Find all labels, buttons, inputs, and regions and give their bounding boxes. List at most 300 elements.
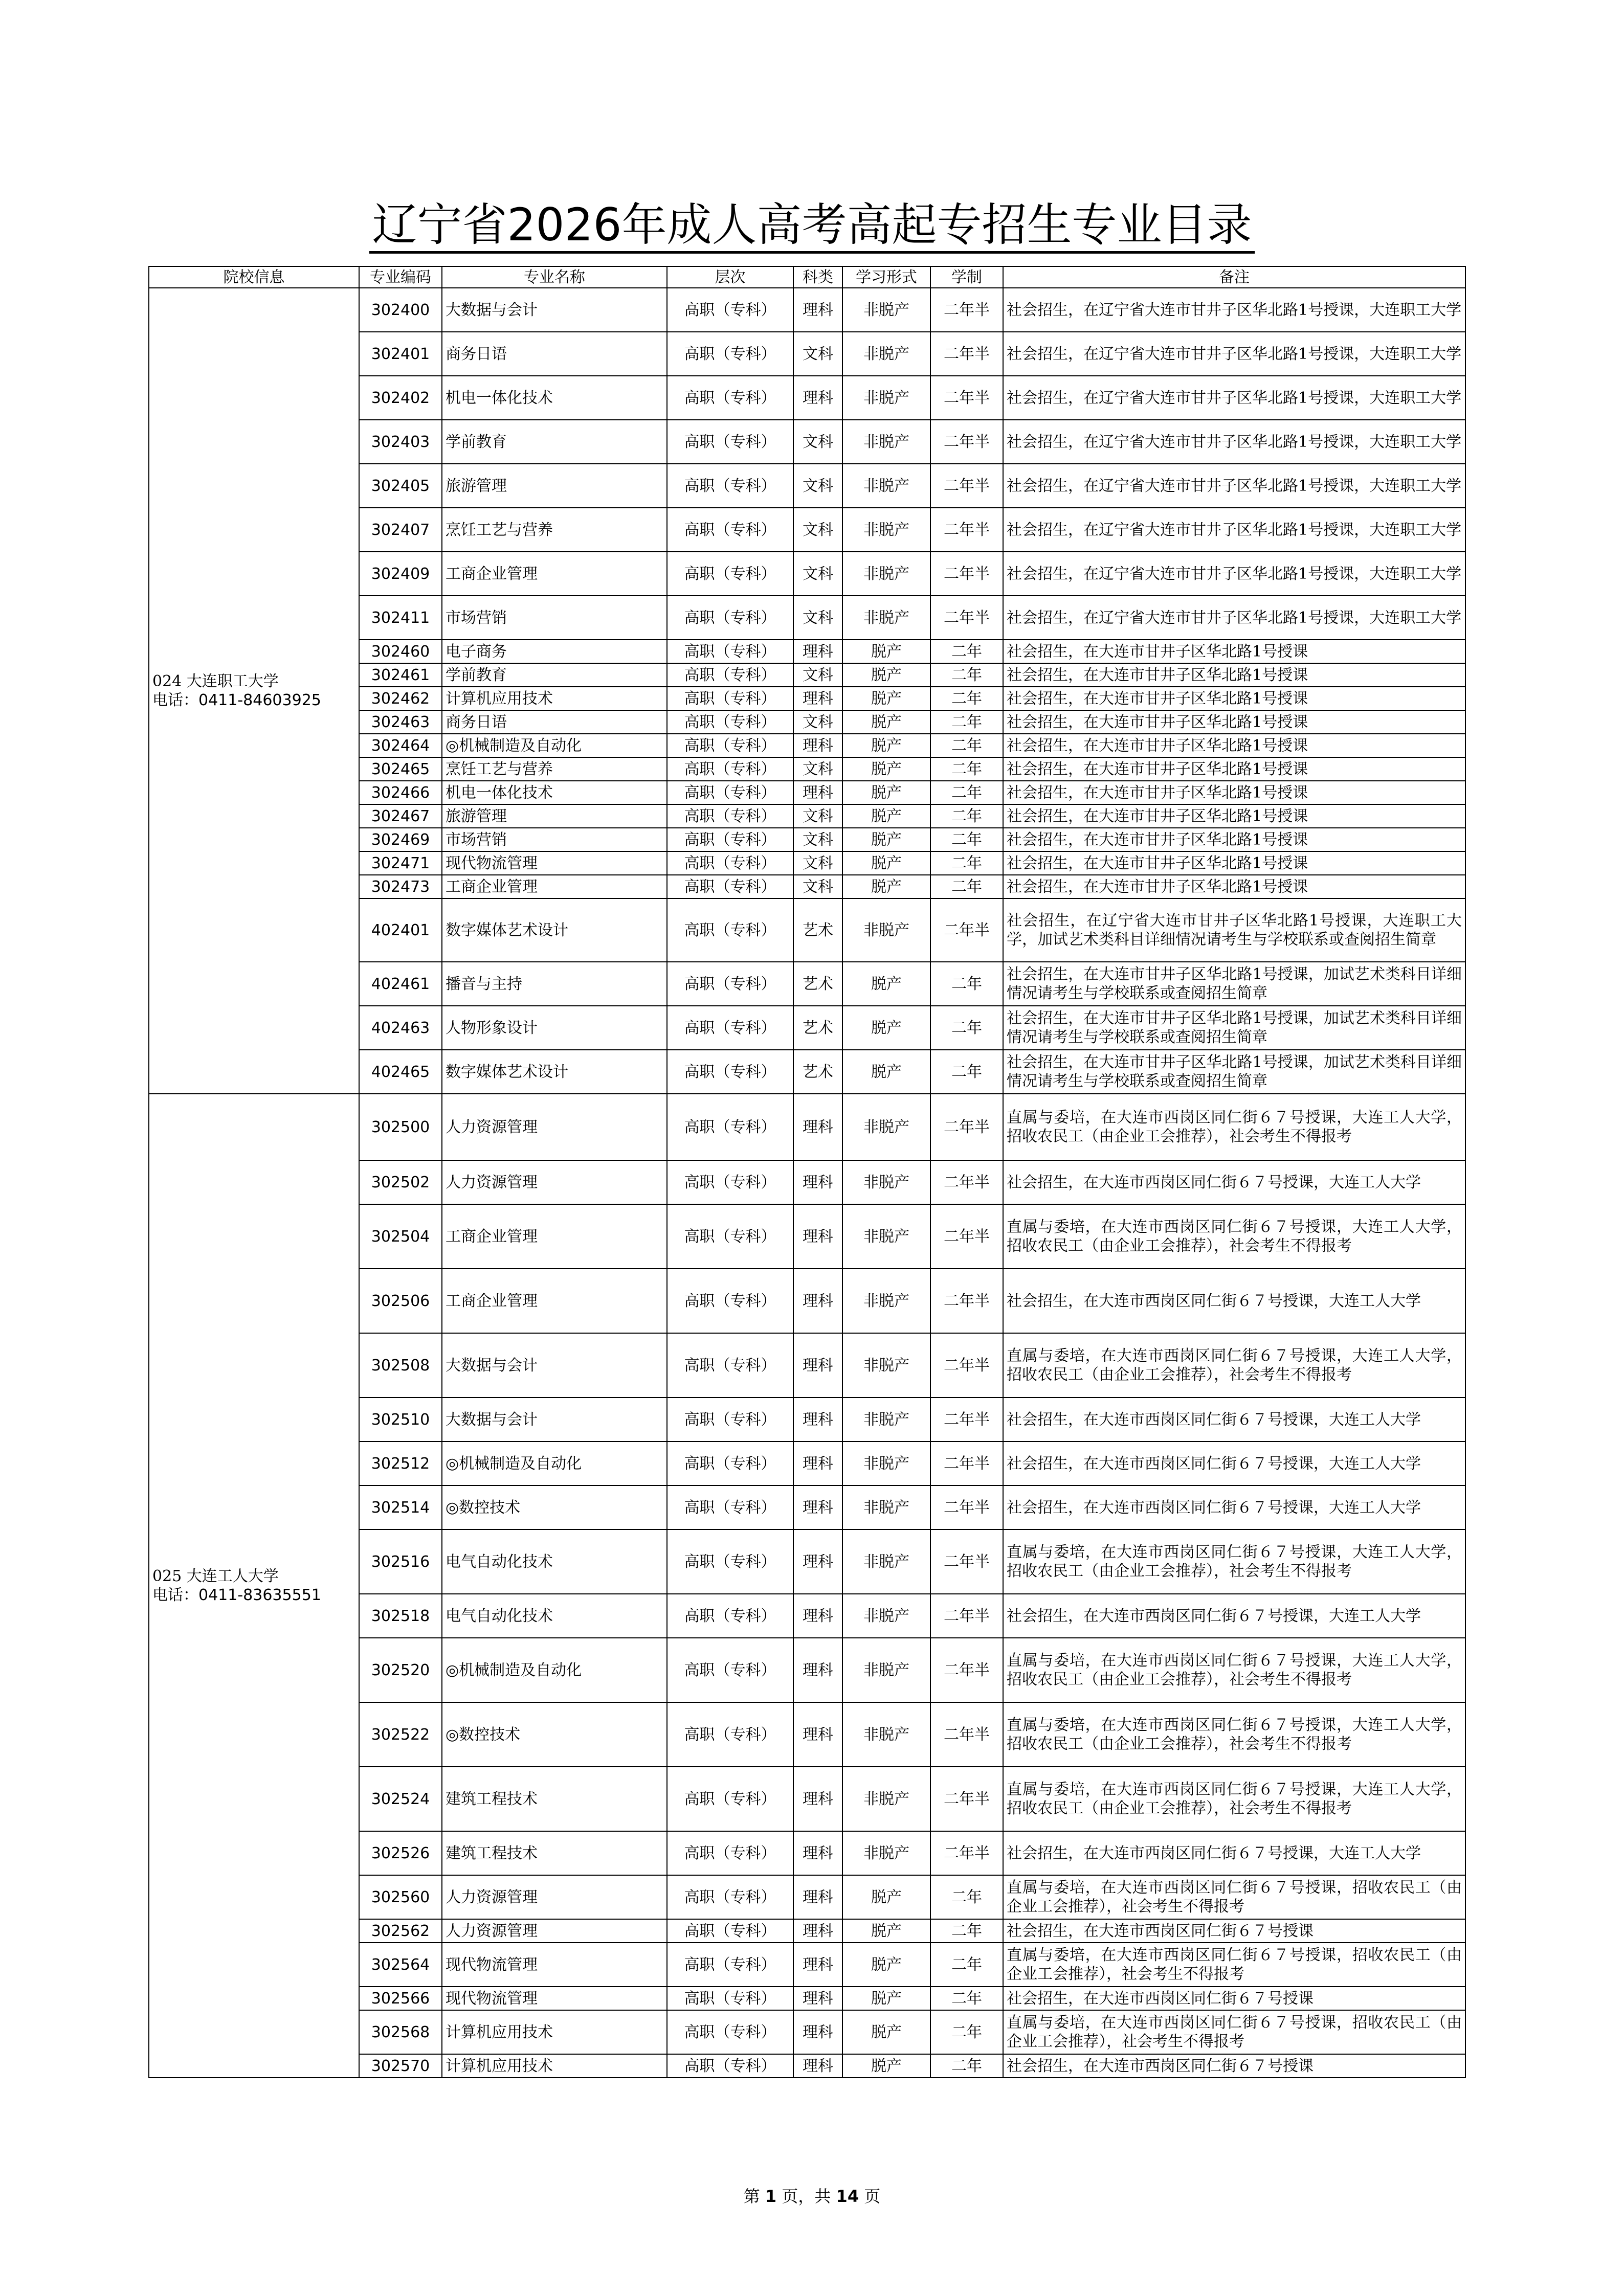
level-cell: 高职（专科） bbox=[667, 1529, 793, 1594]
major-name-cell: 工商企业管理 bbox=[442, 1269, 667, 1333]
major-name-cell: 旅游管理 bbox=[442, 464, 667, 508]
major-code-cell: 302520 bbox=[359, 1638, 442, 1702]
study-mode-cell: 非脱产 bbox=[842, 1204, 930, 1269]
category-cell: 理科 bbox=[793, 734, 842, 757]
study-mode-cell: 非脱产 bbox=[842, 898, 930, 962]
study-mode-cell: 非脱产 bbox=[842, 1702, 930, 1767]
study-mode-cell: 脱产 bbox=[842, 1919, 930, 1943]
major-code-cell: 302405 bbox=[359, 464, 442, 508]
major-code-cell: 302500 bbox=[359, 1094, 442, 1160]
category-cell: 文科 bbox=[793, 464, 842, 508]
remarks-cell: 社会招生，在大连市西岗区同仁街６７号授课，大连工人大学 bbox=[1003, 1831, 1465, 1875]
remarks-cell: 社会招生，在大连市西岗区同仁街６７号授课，大连工人大学 bbox=[1003, 1485, 1465, 1529]
major-name-cell: 机电一体化技术 bbox=[442, 781, 667, 804]
duration-cell: 二年半 bbox=[930, 898, 1003, 962]
table-row bbox=[149, 1094, 1465, 1160]
category-cell: 艺术 bbox=[793, 1050, 842, 1094]
study-mode-cell: 脱产 bbox=[842, 851, 930, 875]
study-mode-cell: 脱产 bbox=[842, 828, 930, 851]
level-cell: 高职（专科） bbox=[667, 804, 793, 828]
school-phone: 电话：0411-84603925 bbox=[152, 691, 321, 709]
major-code-cell: 302502 bbox=[359, 1160, 442, 1204]
category-cell: 艺术 bbox=[793, 1006, 842, 1050]
study-mode-cell: 脱产 bbox=[842, 710, 930, 734]
remarks-cell: 直属与委培，在大连市西岗区同仁街６７号授课，大连工人大学，招收农民工（由企业工会推荐），社会考生不得报考 bbox=[1003, 1638, 1465, 1702]
category-cell: 文科 bbox=[793, 596, 842, 640]
header-category: 科类 bbox=[793, 266, 842, 288]
level-cell: 高职（专科） bbox=[667, 898, 793, 962]
duration-cell: 二年半 bbox=[930, 464, 1003, 508]
remarks-cell: 社会招生，在辽宁省大连市甘井子区华北路1号授课，大连职工大学 bbox=[1003, 508, 1465, 552]
category-cell: 理科 bbox=[793, 1594, 842, 1638]
level-cell: 高职（专科） bbox=[667, 1333, 793, 1398]
level-cell: 高职（专科） bbox=[667, 757, 793, 781]
category-cell: 理科 bbox=[793, 1943, 842, 1987]
major-name-cell: 市场营销 bbox=[442, 828, 667, 851]
remarks-cell: 社会招生，在大连市西岗区同仁街６７号授课 bbox=[1003, 1987, 1465, 2010]
category-cell: 理科 bbox=[793, 1702, 842, 1767]
study-mode-cell: 非脱产 bbox=[842, 1442, 930, 1485]
major-code-cell: 302409 bbox=[359, 552, 442, 596]
remarks-cell: 社会招生，在辽宁省大连市甘井子区华北路1号授课，大连职工大学 bbox=[1003, 596, 1465, 640]
duration-cell: 二年半 bbox=[930, 1442, 1003, 1485]
major-name-cell: 大数据与会计 bbox=[442, 1398, 667, 1442]
study-mode-cell: 非脱产 bbox=[842, 464, 930, 508]
duration-cell: 二年半 bbox=[930, 552, 1003, 596]
category-cell: 理科 bbox=[793, 288, 842, 332]
study-mode-cell: 非脱产 bbox=[842, 1594, 930, 1638]
study-mode-cell: 非脱产 bbox=[842, 1160, 930, 1204]
level-cell: 高职（专科） bbox=[667, 1269, 793, 1333]
level-cell: 高职（专科） bbox=[667, 710, 793, 734]
study-mode-cell: 非脱产 bbox=[842, 288, 930, 332]
study-mode-cell: 脱产 bbox=[842, 663, 930, 687]
major-code-cell: 302400 bbox=[359, 288, 442, 332]
remarks-cell: 社会招生，在大连市甘井子区华北路1号授课 bbox=[1003, 828, 1465, 851]
category-cell: 理科 bbox=[793, 2010, 842, 2054]
duration-cell: 二年 bbox=[930, 687, 1003, 710]
major-name-cell: 建筑工程技术 bbox=[442, 1767, 667, 1831]
major-code-cell: 302526 bbox=[359, 1831, 442, 1875]
major-code-cell: 302560 bbox=[359, 1875, 442, 1919]
major-code-cell: 302473 bbox=[359, 875, 442, 898]
school-info-cell bbox=[149, 288, 359, 1094]
category-cell: 理科 bbox=[793, 1269, 842, 1333]
major-code-cell: 302463 bbox=[359, 710, 442, 734]
major-code-cell: 302403 bbox=[359, 420, 442, 464]
level-cell: 高职（专科） bbox=[667, 640, 793, 663]
duration-cell: 二年 bbox=[930, 663, 1003, 687]
remarks-cell: 直属与委培，在大连市西岗区同仁街６７号授课，大连工人大学，招收农民工（由企业工会推荐），社会考生不得报考 bbox=[1003, 1702, 1465, 1767]
major-code-cell: 302508 bbox=[359, 1333, 442, 1398]
major-code-cell: 302570 bbox=[359, 2054, 442, 2078]
duration-cell: 二年 bbox=[930, 710, 1003, 734]
level-cell: 高职（专科） bbox=[667, 1987, 793, 2010]
study-mode-cell: 脱产 bbox=[842, 1006, 930, 1050]
major-code-cell: 302522 bbox=[359, 1702, 442, 1767]
level-cell: 高职（专科） bbox=[667, 552, 793, 596]
major-name-cell: 学前教育 bbox=[442, 420, 667, 464]
remarks-cell: 社会招生，在大连市甘井子区华北路1号授课 bbox=[1003, 851, 1465, 875]
category-cell: 文科 bbox=[793, 828, 842, 851]
category-cell: 理科 bbox=[793, 640, 842, 663]
major-name-cell: 播音与主持 bbox=[442, 962, 667, 1006]
level-cell: 高职（专科） bbox=[667, 1943, 793, 1987]
footer-mid: 页，共 bbox=[782, 2187, 831, 2206]
remarks-cell: 直属与委培，在大连市西岗区同仁街６７号授课，招收农民工（由企业工会推荐），社会考生不得报考 bbox=[1003, 2010, 1465, 2054]
major-name-cell: 工商企业管理 bbox=[442, 875, 667, 898]
school-name: 025 大连工人大学 bbox=[152, 1567, 279, 1585]
major-name-cell: 人力资源管理 bbox=[442, 1919, 667, 1943]
level-cell: 高职（专科） bbox=[667, 1702, 793, 1767]
document-title bbox=[0, 197, 1624, 253]
major-name-cell: 计算机应用技术 bbox=[442, 2010, 667, 2054]
duration-cell: 二年半 bbox=[930, 1767, 1003, 1831]
header-major-name: 专业名称 bbox=[442, 266, 667, 288]
remarks-cell: 社会招生，在大连市甘井子区华北路1号授课 bbox=[1003, 875, 1465, 898]
remarks-cell: 社会招生，在大连市甘井子区华北路1号授课 bbox=[1003, 781, 1465, 804]
major-name-cell: 商务日语 bbox=[442, 332, 667, 376]
duration-cell: 二年半 bbox=[930, 1831, 1003, 1875]
category-cell: 理科 bbox=[793, 1919, 842, 1943]
category-cell: 理科 bbox=[793, 2054, 842, 2078]
major-code-cell: 302514 bbox=[359, 1485, 442, 1529]
study-mode-cell: 非脱产 bbox=[842, 1094, 930, 1160]
study-mode-cell: 非脱产 bbox=[842, 332, 930, 376]
duration-cell: 二年半 bbox=[930, 1160, 1003, 1204]
duration-cell: 二年半 bbox=[930, 1702, 1003, 1767]
remarks-cell: 社会招生，在辽宁省大连市甘井子区华北路1号授课，大连职工大学 bbox=[1003, 376, 1465, 420]
footer-page-number: 1 bbox=[765, 2187, 777, 2206]
major-code-cell: 302465 bbox=[359, 757, 442, 781]
study-mode-cell: 脱产 bbox=[842, 640, 930, 663]
major-name-cell: 建筑工程技术 bbox=[442, 1831, 667, 1875]
major-name-cell: 学前教育 bbox=[442, 663, 667, 687]
remarks-cell: 社会招生，在大连市西岗区同仁街６７号授课，大连工人大学 bbox=[1003, 1269, 1465, 1333]
catalog-body bbox=[149, 288, 1465, 2078]
study-mode-cell: 脱产 bbox=[842, 2010, 930, 2054]
category-cell: 文科 bbox=[793, 420, 842, 464]
study-mode-cell: 脱产 bbox=[842, 687, 930, 710]
level-cell: 高职（专科） bbox=[667, 663, 793, 687]
level-cell: 高职（专科） bbox=[667, 288, 793, 332]
level-cell: 高职（专科） bbox=[667, 687, 793, 710]
study-mode-cell: 非脱产 bbox=[842, 1767, 930, 1831]
level-cell: 高职（专科） bbox=[667, 734, 793, 757]
major-name-cell: 现代物流管理 bbox=[442, 1943, 667, 1987]
header-row bbox=[149, 266, 1465, 288]
level-cell: 高职（专科） bbox=[667, 1485, 793, 1529]
level-cell: 高职（专科） bbox=[667, 420, 793, 464]
duration-cell: 二年半 bbox=[930, 420, 1003, 464]
remarks-cell: 社会招生，在大连市甘井子区华北路1号授课 bbox=[1003, 663, 1465, 687]
header-remarks: 备注 bbox=[1003, 266, 1465, 288]
study-mode-cell: 脱产 bbox=[842, 875, 930, 898]
major-name-cell: 旅游管理 bbox=[442, 804, 667, 828]
header-duration: 学制 bbox=[930, 266, 1003, 288]
remarks-cell: 社会招生，在大连市甘井子区华北路1号授课 bbox=[1003, 804, 1465, 828]
category-cell: 艺术 bbox=[793, 962, 842, 1006]
level-cell: 高职（专科） bbox=[667, 1831, 793, 1875]
footer-total-pages: 14 bbox=[836, 2187, 859, 2206]
remarks-cell: 社会招生，在大连市西岗区同仁街６７号授课，大连工人大学 bbox=[1003, 1594, 1465, 1638]
remarks-cell: 社会招生，在辽宁省大连市甘井子区华北路1号授课，大连职工大学 bbox=[1003, 420, 1465, 464]
category-cell: 理科 bbox=[793, 781, 842, 804]
duration-cell: 二年 bbox=[930, 2054, 1003, 2078]
major-code-cell: 302471 bbox=[359, 851, 442, 875]
major-code-cell: 302512 bbox=[359, 1442, 442, 1485]
level-cell: 高职（专科） bbox=[667, 1160, 793, 1204]
category-cell: 理科 bbox=[793, 1204, 842, 1269]
major-code-cell: 302466 bbox=[359, 781, 442, 804]
duration-cell: 二年 bbox=[930, 781, 1003, 804]
category-cell: 文科 bbox=[793, 710, 842, 734]
remarks-cell: 社会招生，在大连市西岗区同仁街６７号授课，大连工人大学 bbox=[1003, 1442, 1465, 1485]
level-cell: 高职（专科） bbox=[667, 962, 793, 1006]
remarks-cell: 社会招生，在大连市甘井子区华北路1号授课，加试艺术类科目详细情况请考生与学校联系或查阅招生简章 bbox=[1003, 1006, 1465, 1050]
level-cell: 高职（专科） bbox=[667, 464, 793, 508]
table-row bbox=[149, 288, 1465, 332]
duration-cell: 二年 bbox=[930, 1050, 1003, 1094]
category-cell: 理科 bbox=[793, 1767, 842, 1831]
level-cell: 高职（专科） bbox=[667, 376, 793, 420]
school-phone: 电话：0411-83635551 bbox=[152, 1586, 321, 1604]
duration-cell: 二年半 bbox=[930, 1529, 1003, 1594]
level-cell: 高职（专科） bbox=[667, 1204, 793, 1269]
remarks-cell: 社会招生，在辽宁省大连市甘井子区华北路1号授课，大连职工大学 bbox=[1003, 464, 1465, 508]
study-mode-cell: 非脱产 bbox=[842, 1831, 930, 1875]
category-cell: 理科 bbox=[793, 1094, 842, 1160]
category-cell: 文科 bbox=[793, 552, 842, 596]
major-name-cell: 人力资源管理 bbox=[442, 1875, 667, 1919]
category-cell: 理科 bbox=[793, 1333, 842, 1398]
major-name-cell: 计算机应用技术 bbox=[442, 687, 667, 710]
major-code-cell: 302460 bbox=[359, 640, 442, 663]
duration-cell: 二年 bbox=[930, 851, 1003, 875]
major-name-cell: ◎机械制造及自动化 bbox=[442, 1638, 667, 1702]
remarks-cell: 社会招生，在大连市甘井子区华北路1号授课 bbox=[1003, 687, 1465, 710]
remarks-cell: 社会招生，在大连市西岗区同仁街６７号授课 bbox=[1003, 1919, 1465, 1943]
major-name-cell: 烹饪工艺与营养 bbox=[442, 757, 667, 781]
major-code-cell: 302566 bbox=[359, 1987, 442, 2010]
major-name-cell: ◎机械制造及自动化 bbox=[442, 1442, 667, 1485]
remarks-cell: 直属与委培，在大连市西岗区同仁街６７号授课，大连工人大学，招收农民工（由企业工会推荐），社会考生不得报考 bbox=[1003, 1094, 1465, 1160]
duration-cell: 二年 bbox=[930, 757, 1003, 781]
major-code-cell: 302562 bbox=[359, 1919, 442, 1943]
study-mode-cell: 脱产 bbox=[842, 1875, 930, 1919]
category-cell: 理科 bbox=[793, 1875, 842, 1919]
level-cell: 高职（专科） bbox=[667, 1638, 793, 1702]
remarks-cell: 社会招生，在大连市甘井子区华北路1号授课，加试艺术类科目详细情况请考生与学校联系或查阅招生简章 bbox=[1003, 962, 1465, 1006]
major-name-cell: 现代物流管理 bbox=[442, 851, 667, 875]
enrollment-catalog-table bbox=[148, 266, 1466, 2078]
major-name-cell: 电子商务 bbox=[442, 640, 667, 663]
major-name-cell: 人力资源管理 bbox=[442, 1160, 667, 1204]
remarks-cell: 社会招生，在大连市西岗区同仁街６７号授课，大连工人大学 bbox=[1003, 1160, 1465, 1204]
remarks-cell: 直属与委培，在大连市西岗区同仁街６７号授课，大连工人大学，招收农民工（由企业工会推荐），社会考生不得报考 bbox=[1003, 1529, 1465, 1594]
duration-cell: 二年 bbox=[930, 962, 1003, 1006]
remarks-cell: 社会招生，在大连市甘井子区华北路1号授课，加试艺术类科目详细情况请考生与学校联系或查阅招生简章 bbox=[1003, 1050, 1465, 1094]
major-code-cell: 402401 bbox=[359, 898, 442, 962]
category-cell: 文科 bbox=[793, 757, 842, 781]
category-cell: 文科 bbox=[793, 851, 842, 875]
footer-prefix: 第 bbox=[743, 2187, 760, 2206]
remarks-cell: 直属与委培，在大连市西岗区同仁街６７号授课，大连工人大学，招收农民工（由企业工会推荐），社会考生不得报考 bbox=[1003, 1767, 1465, 1831]
category-cell: 艺术 bbox=[793, 898, 842, 962]
duration-cell: 二年半 bbox=[930, 596, 1003, 640]
major-code-cell: 302524 bbox=[359, 1767, 442, 1831]
duration-cell: 二年半 bbox=[930, 508, 1003, 552]
study-mode-cell: 脱产 bbox=[842, 734, 930, 757]
study-mode-cell: 非脱产 bbox=[842, 1269, 930, 1333]
study-mode-cell: 脱产 bbox=[842, 1943, 930, 1987]
duration-cell: 二年 bbox=[930, 640, 1003, 663]
major-code-cell: 402461 bbox=[359, 962, 442, 1006]
major-name-cell: ◎机械制造及自动化 bbox=[442, 734, 667, 757]
remarks-cell: 社会招生，在辽宁省大连市甘井子区华北路1号授课，大连职工大学 bbox=[1003, 288, 1465, 332]
page-footer bbox=[0, 2184, 1624, 2207]
remarks-cell: 社会招生，在大连市甘井子区华北路1号授课 bbox=[1003, 710, 1465, 734]
study-mode-cell: 非脱产 bbox=[842, 552, 930, 596]
level-cell: 高职（专科） bbox=[667, 2010, 793, 2054]
category-cell: 理科 bbox=[793, 1160, 842, 1204]
category-cell: 文科 bbox=[793, 875, 842, 898]
study-mode-cell: 非脱产 bbox=[842, 1398, 930, 1442]
title-text: 辽宁省2026年成人高考高起专招生专业目录 bbox=[369, 198, 1255, 254]
remarks-cell: 社会招生，在辽宁省大连市甘井子区华北路1号授课，大连职工大学 bbox=[1003, 552, 1465, 596]
duration-cell: 二年 bbox=[930, 2010, 1003, 2054]
remarks-cell: 直属与委培，在大连市西岗区同仁街６７号授课，招收农民工（由企业工会推荐），社会考生不得报考 bbox=[1003, 1943, 1465, 1987]
remarks-cell: 社会招生，在大连市甘井子区华北路1号授课 bbox=[1003, 734, 1465, 757]
category-cell: 文科 bbox=[793, 332, 842, 376]
header-level: 层次 bbox=[667, 266, 793, 288]
remarks-cell: 社会招生，在大连市西岗区同仁街６７号授课 bbox=[1003, 2054, 1465, 2078]
category-cell: 理科 bbox=[793, 376, 842, 420]
duration-cell: 二年 bbox=[930, 1987, 1003, 2010]
major-name-cell: 人力资源管理 bbox=[442, 1094, 667, 1160]
major-name-cell: ◎数控技术 bbox=[442, 1485, 667, 1529]
study-mode-cell: 脱产 bbox=[842, 804, 930, 828]
category-cell: 理科 bbox=[793, 1638, 842, 1702]
study-mode-cell: 脱产 bbox=[842, 1050, 930, 1094]
duration-cell: 二年半 bbox=[930, 332, 1003, 376]
major-name-cell: 市场营销 bbox=[442, 596, 667, 640]
study-mode-cell: 非脱产 bbox=[842, 1333, 930, 1398]
major-code-cell: 302510 bbox=[359, 1398, 442, 1442]
major-code-cell: 302402 bbox=[359, 376, 442, 420]
major-code-cell: 402465 bbox=[359, 1050, 442, 1094]
major-name-cell: 计算机应用技术 bbox=[442, 2054, 667, 2078]
remarks-cell: 社会招生，在辽宁省大连市甘井子区华北路1号授课，大连职工大学，加试艺术类科目详细情况请考生与学校联系或查阅招生简章 bbox=[1003, 898, 1465, 962]
remarks-cell: 社会招生，在辽宁省大连市甘井子区华北路1号授课，大连职工大学 bbox=[1003, 332, 1465, 376]
duration-cell: 二年半 bbox=[930, 1269, 1003, 1333]
duration-cell: 二年半 bbox=[930, 1398, 1003, 1442]
study-mode-cell: 脱产 bbox=[842, 757, 930, 781]
study-mode-cell: 脱产 bbox=[842, 962, 930, 1006]
category-cell: 文科 bbox=[793, 804, 842, 828]
major-name-cell: 工商企业管理 bbox=[442, 1204, 667, 1269]
category-cell: 理科 bbox=[793, 1987, 842, 2010]
study-mode-cell: 非脱产 bbox=[842, 1529, 930, 1594]
school-info-cell bbox=[149, 1094, 359, 2078]
major-name-cell: 电气自动化技术 bbox=[442, 1529, 667, 1594]
duration-cell: 二年半 bbox=[930, 1594, 1003, 1638]
study-mode-cell: 脱产 bbox=[842, 781, 930, 804]
remarks-cell: 社会招生，在大连市西岗区同仁街６７号授课，大连工人大学 bbox=[1003, 1398, 1465, 1442]
level-cell: 高职（专科） bbox=[667, 875, 793, 898]
major-name-cell: 人物形象设计 bbox=[442, 1006, 667, 1050]
category-cell: 文科 bbox=[793, 663, 842, 687]
header-study-mode: 学习形式 bbox=[842, 266, 930, 288]
major-name-cell: 数字媒体艺术设计 bbox=[442, 1050, 667, 1094]
school-name: 024 大连职工大学 bbox=[152, 672, 279, 690]
duration-cell: 二年半 bbox=[930, 1094, 1003, 1160]
level-cell: 高职（专科） bbox=[667, 1050, 793, 1094]
header-school-info: 院校信息 bbox=[149, 266, 359, 288]
level-cell: 高职（专科） bbox=[667, 2054, 793, 2078]
major-name-cell: 烹饪工艺与营养 bbox=[442, 508, 667, 552]
duration-cell: 二年 bbox=[930, 1943, 1003, 1987]
level-cell: 高职（专科） bbox=[667, 828, 793, 851]
major-name-cell: 现代物流管理 bbox=[442, 1987, 667, 2010]
category-cell: 理科 bbox=[793, 1831, 842, 1875]
level-cell: 高职（专科） bbox=[667, 596, 793, 640]
duration-cell: 二年 bbox=[930, 828, 1003, 851]
major-code-cell: 302467 bbox=[359, 804, 442, 828]
remarks-cell: 直属与委培，在大连市西岗区同仁街６７号授课，大连工人大学，招收农民工（由企业工会推荐），社会考生不得报考 bbox=[1003, 1204, 1465, 1269]
study-mode-cell: 脱产 bbox=[842, 1987, 930, 2010]
level-cell: 高职（专科） bbox=[667, 1875, 793, 1919]
category-cell: 理科 bbox=[793, 1529, 842, 1594]
duration-cell: 二年半 bbox=[930, 1333, 1003, 1398]
major-code-cell: 302469 bbox=[359, 828, 442, 851]
level-cell: 高职（专科） bbox=[667, 1594, 793, 1638]
major-code-cell: 302506 bbox=[359, 1269, 442, 1333]
level-cell: 高职（专科） bbox=[667, 1006, 793, 1050]
category-cell: 文科 bbox=[793, 508, 842, 552]
footer-suffix: 页 bbox=[864, 2187, 881, 2206]
major-name-cell: 数字媒体艺术设计 bbox=[442, 898, 667, 962]
major-name-cell: 大数据与会计 bbox=[442, 288, 667, 332]
major-code-cell: 302564 bbox=[359, 1943, 442, 1987]
category-cell: 理科 bbox=[793, 687, 842, 710]
major-code-cell: 302462 bbox=[359, 687, 442, 710]
duration-cell: 二年半 bbox=[930, 1204, 1003, 1269]
duration-cell: 二年 bbox=[930, 1919, 1003, 1943]
study-mode-cell: 脱产 bbox=[842, 2054, 930, 2078]
study-mode-cell: 非脱产 bbox=[842, 1485, 930, 1529]
duration-cell: 二年半 bbox=[930, 376, 1003, 420]
duration-cell: 二年半 bbox=[930, 288, 1003, 332]
duration-cell: 二年 bbox=[930, 1006, 1003, 1050]
duration-cell: 二年 bbox=[930, 875, 1003, 898]
remarks-cell: 直属与委培，在大连市西岗区同仁街６７号授课，大连工人大学，招收农民工（由企业工会推荐），社会考生不得报考 bbox=[1003, 1333, 1465, 1398]
major-code-cell: 302516 bbox=[359, 1529, 442, 1594]
level-cell: 高职（专科） bbox=[667, 1767, 793, 1831]
study-mode-cell: 非脱产 bbox=[842, 508, 930, 552]
category-cell: 理科 bbox=[793, 1485, 842, 1529]
major-name-cell: ◎数控技术 bbox=[442, 1702, 667, 1767]
level-cell: 高职（专科） bbox=[667, 1919, 793, 1943]
major-code-cell: 302504 bbox=[359, 1204, 442, 1269]
study-mode-cell: 非脱产 bbox=[842, 596, 930, 640]
level-cell: 高职（专科） bbox=[667, 332, 793, 376]
level-cell: 高职（专科） bbox=[667, 851, 793, 875]
major-code-cell: 302568 bbox=[359, 2010, 442, 2054]
major-code-cell: 302401 bbox=[359, 332, 442, 376]
remarks-cell: 社会招生，在大连市甘井子区华北路1号授课 bbox=[1003, 757, 1465, 781]
duration-cell: 二年 bbox=[930, 734, 1003, 757]
